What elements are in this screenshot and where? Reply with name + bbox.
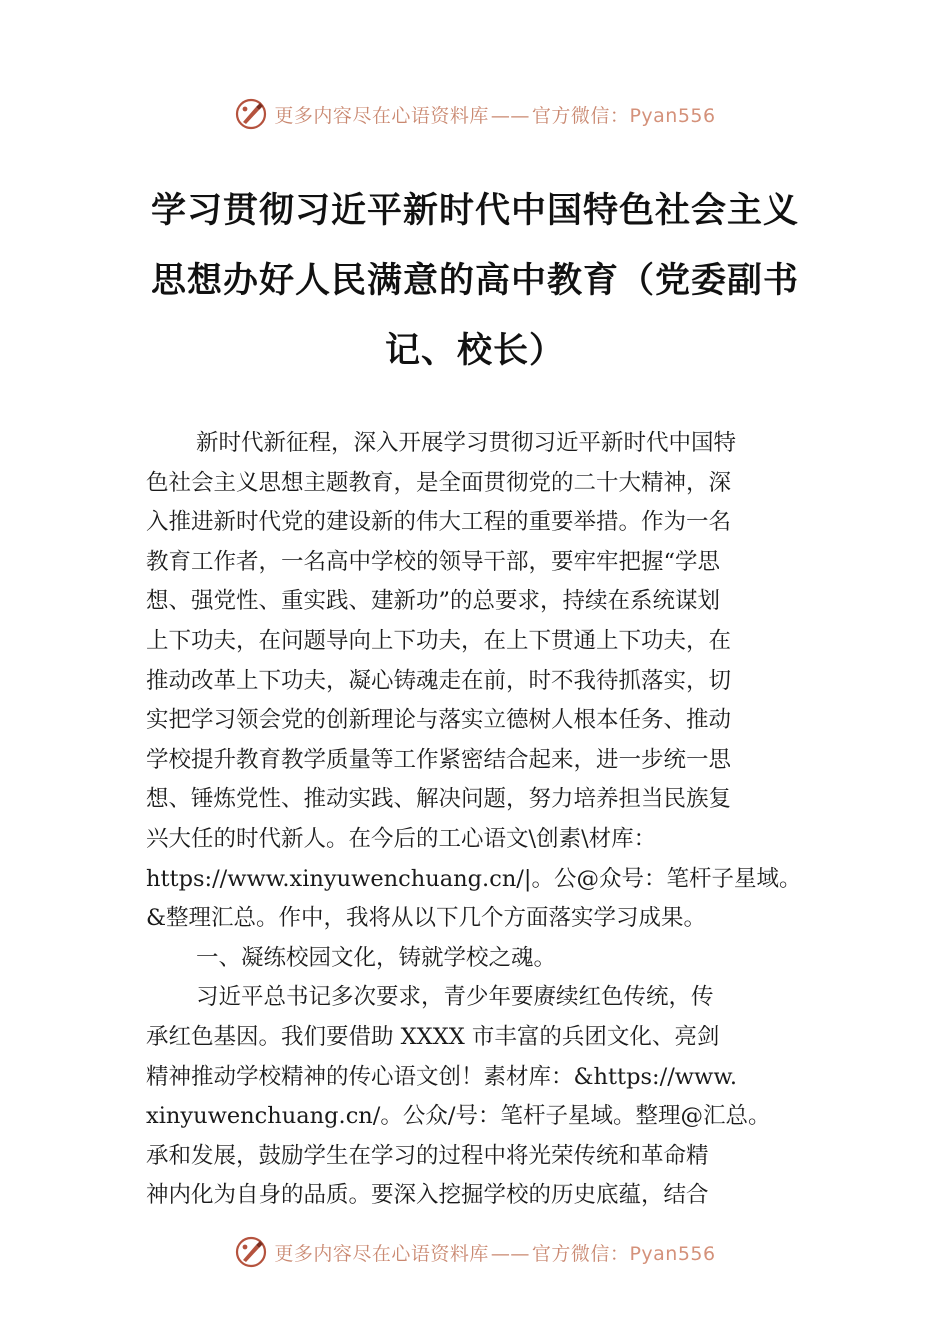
section-heading: [146, 939, 814, 979]
text-line: 学校提升教育教学质量等工作紧密结合起来，进一步统一思: [146, 746, 732, 773]
text-line: 兴大任的时代新人。在今后的工心语文\创素\材库：: [146, 825, 657, 852]
paragraph-section1: [146, 978, 814, 1216]
pen-seal-logo-icon: [234, 1235, 268, 1269]
text-line: 推动改革上下功夫，凝心铸魂走在前，时不我待抓落实，切: [146, 667, 732, 694]
text-line: 实把学习领会党的创新理论与落实立德树人根本任务、推动: [146, 707, 732, 734]
title-line: 思想办好人民满意的高中教育（党委副书: [150, 260, 799, 301]
watermark-text: 更多内容尽在心语资料库 —— 官方微信：Pyan556: [274, 104, 716, 127]
text-line: 习近平总书记多次要求，青少年要赓续红色传统，传: [196, 984, 714, 1011]
text-line: 教育工作者，一名高中学校的领导干部，要牢牢把握“学思: [146, 548, 721, 575]
text-line: 入推进新时代党的建设新的伟大工程的重要举措。作为一名: [146, 509, 732, 536]
title-line: 学习贯彻习近平新时代中国特色社会主义: [150, 190, 799, 231]
heading-line: 一、凝练校园文化，铸就学校之魂。: [196, 944, 557, 971]
footer-watermark: [0, 1232, 950, 1272]
text-line: 想、锤炼党性、推动实践、解决问题，努力培养担当民族复: [146, 786, 732, 813]
text-line: 想、强党性、重实践、建新功”的总要求，持续在系统谋划: [146, 588, 721, 615]
document-body: [146, 424, 814, 1216]
text-line: xinyuwenchuang.cn/。公众/号：笔杆子星域。整理@汇总。: [146, 1103, 771, 1130]
text-line: https://www.xinyuwenchuang.cn/|。公@众号：笔杆子星域。: [146, 865, 802, 892]
text-line: 新时代新征程，深入开展学习贯彻习近平新时代中国特: [196, 430, 737, 456]
text-line: 精神推动学校精神的传心语文创！素材库：&https://www.: [146, 1063, 738, 1090]
text-line: 色社会主义思想主题教育，是全面贯彻党的二十大精神，深: [146, 469, 732, 496]
pen-seal-logo-icon: [234, 97, 268, 131]
watermark-text: 更多内容尽在心语资料库 —— 官方微信：Pyan556: [274, 1242, 716, 1265]
paragraph-intro: [146, 424, 814, 939]
text-line: 神内化为自身的品质。要深入挖掘学校的历史底蕴，结合: [146, 1182, 709, 1209]
title-line: 记、校长）: [384, 330, 565, 371]
text-line: 上下功夫，在问题导向上下功夫，在上下贯通上下功夫，在: [146, 627, 732, 654]
text-line: &整理汇总。作中，我将从以下几个方面落实学习成果。: [146, 905, 707, 932]
document-title: [120, 176, 830, 386]
header-watermark: [0, 94, 950, 134]
text-line: 承和发展，鼓励学生在学习的过程中将光荣传统和革命精: [146, 1142, 709, 1169]
text-line: 承红色基因。我们要借助 XXXX 市丰富的兵团文化、亮剑: [146, 1023, 720, 1050]
